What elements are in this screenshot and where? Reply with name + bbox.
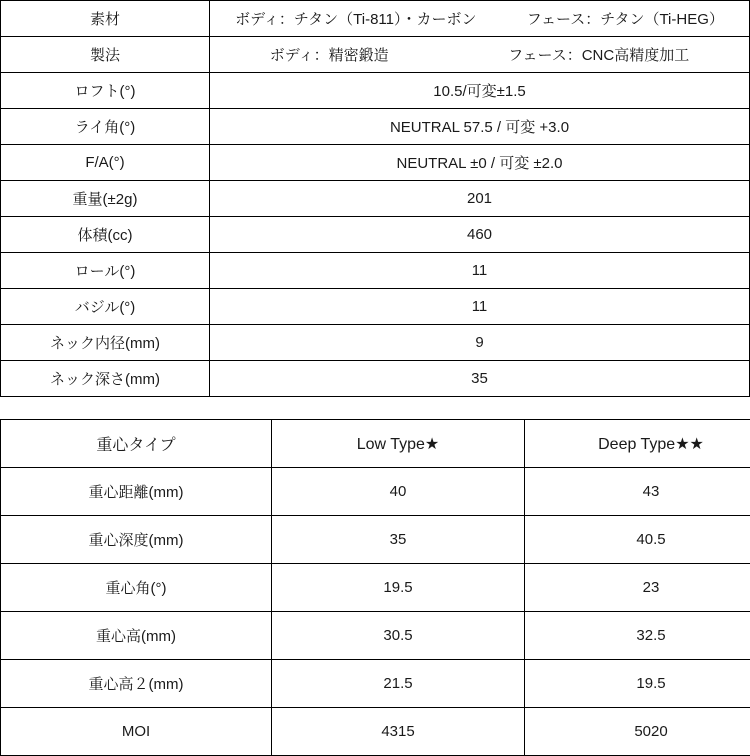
spec-value-material-body: ボディ：チタン（Ti-811）・カーボン [229,8,482,29]
cg-value-height-low: 30.5 [272,612,525,660]
table-row [1,361,750,397]
cg-value-distance-low: 40 [272,468,525,516]
table-row [1,708,750,756]
cg-value-depth-low: 35 [272,516,525,564]
spec-label-face-angle: F/A(°) [1,145,210,181]
spec-value-material-face: フェース：チタン（Ti-HEG） [521,8,730,29]
cg-label-angle: 重心角(°) [1,564,272,612]
table-row [1,109,750,145]
spec-value-weight: 201 [210,181,750,217]
cg-header-deep-type: Deep Type★★ [525,420,750,468]
center-of-gravity-table [0,419,750,756]
cg-label-height: 重心高(mm) [1,612,272,660]
cg-header-low-type: Low Type★ [272,420,525,468]
spec-value-face-angle: NEUTRAL ±0 / 可変 ±2.0 [210,145,750,181]
cg-value-moi-deep: 5020 [525,708,750,756]
cg-value-height-deep: 32.5 [525,612,750,660]
spec-value-volume: 460 [210,217,750,253]
table-row [1,564,750,612]
spec-label-volume: 体積(cc) [1,217,210,253]
table-spacer [0,397,750,419]
spec-value-lie-angle: NEUTRAL 57.5 / 可変 +3.0 [210,109,750,145]
spec-label-lie-angle: ライ角(°) [1,109,210,145]
table-row [1,145,750,181]
table-header-row [1,420,750,468]
table-row [1,73,750,109]
spec-label-loft: ロフト(°) [1,73,210,109]
cg-value-moi-low: 4315 [272,708,525,756]
cg-value-angle-low: 19.5 [272,564,525,612]
cg-header-label: 重心タイプ [1,420,272,468]
table-row [1,516,750,564]
cg-value-distance-deep: 43 [525,468,750,516]
table-row [1,289,750,325]
table-row [1,253,750,289]
spec-label-manufacturing: 製法 [1,37,210,73]
cg-label-depth: 重心深度(mm) [1,516,272,564]
spec-label-bulge: バジル(°) [1,289,210,325]
spec-label-material: 素材 [1,1,210,37]
table-row [1,37,750,73]
spec-value-manufacturing-body: ボディ：精密鍛造 [264,44,395,65]
spec-value-neck-inner-diameter: 9 [210,325,750,361]
table-row [1,217,750,253]
cg-label-distance: 重心距離(mm) [1,468,272,516]
table-row [1,1,750,37]
cg-value-angle-deep: 23 [525,564,750,612]
spec-label-weight: 重量(±2g) [1,181,210,217]
table-row [1,181,750,217]
table-row [1,660,750,708]
cg-value-depth-deep: 40.5 [525,516,750,564]
spec-value-loft: 10.5/可変±1.5 [210,73,750,109]
spec-value-bulge: 11 [210,289,750,325]
spec-value-roll: 11 [210,253,750,289]
spec-value-neck-depth: 35 [210,361,750,397]
spec-value-manufacturing [210,37,750,73]
table-row [1,612,750,660]
table-row [1,468,750,516]
spec-label-neck-depth: ネック深さ(mm) [1,361,210,397]
spec-label-roll: ロール(°) [1,253,210,289]
cg-label-moi: MOI [1,708,272,756]
cg-value-height-2-deep: 19.5 [525,660,750,708]
spec-value-material [210,1,750,37]
spec-label-neck-inner-diameter: ネック内径(mm) [1,325,210,361]
cg-label-height-2: 重心高２(mm) [1,660,272,708]
table-row [1,325,750,361]
cg-value-height-2-low: 21.5 [272,660,525,708]
spec-value-manufacturing-face: フェース：CNC高精度加工 [502,44,695,65]
